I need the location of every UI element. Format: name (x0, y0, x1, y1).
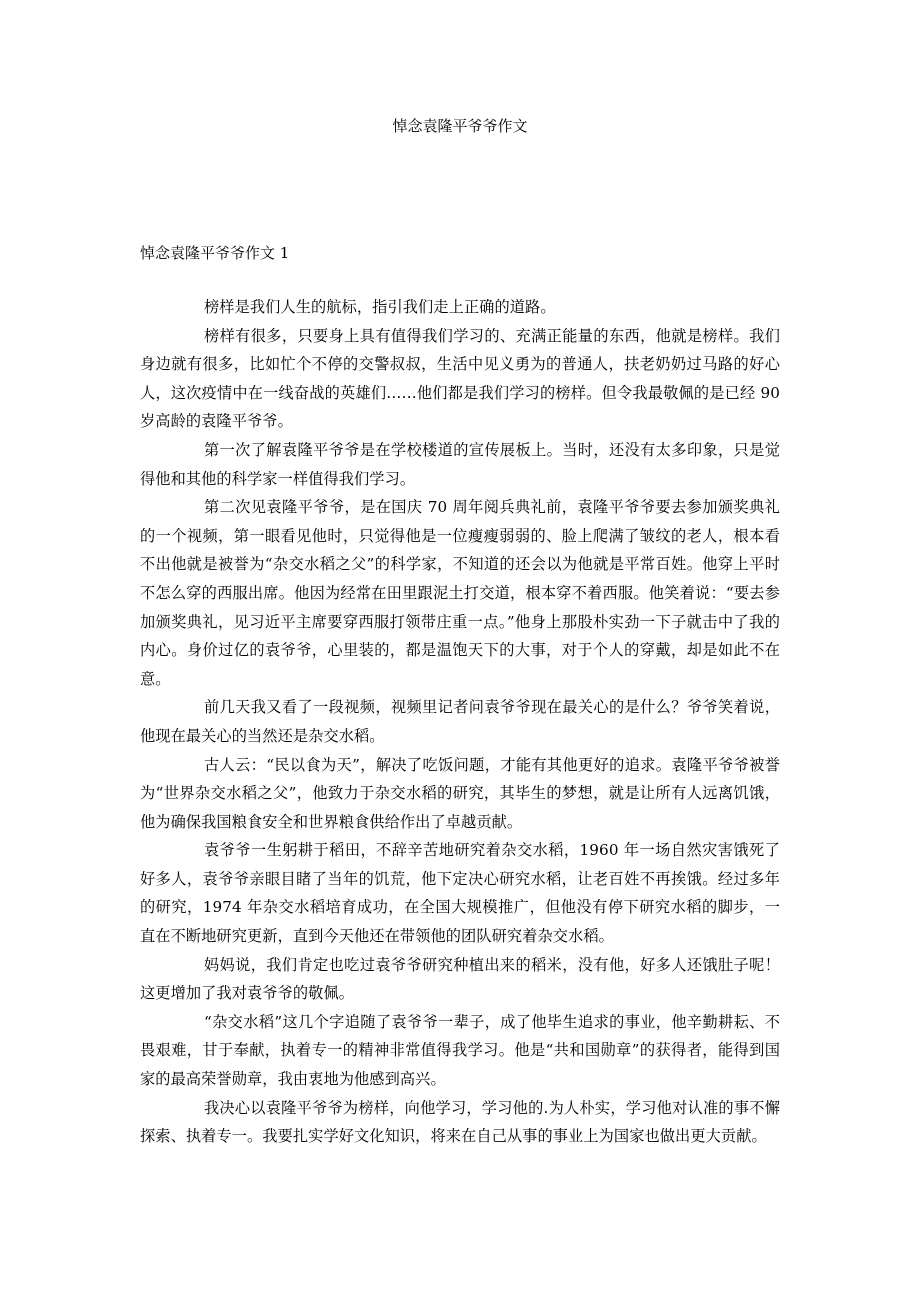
paragraph: 妈妈说，我们肯定也吃过袁爷爷研究种植出来的稻米，没有他，好多人还饿肚子呢！这更增加了我对袁爷爷的敬佩。 (140, 955, 780, 1003)
essay-body (140, 293, 780, 1151)
paragraph: 榜样是我们人生的航标，指引我们走上正确的道路。 (204, 298, 556, 316)
paragraph: 前几天我又看了一段视频，视频里记者问袁爷爷现在最关心的是什么？爷爷笑着说，他现在最关心的当然还是杂交水稻。 (140, 698, 780, 745)
paragraph: 榜样有很多，只要身上具有值得我们学习的、充满正能量的东西，他就是榜样。我们身边就有很多，比如忙个不停的交警叔叔，生活中见义勇为的普通人，扶老奶奶过马路的好心人，这次疫情中在一线奋战的英雄们……他们都是我们学习的榜样。但令我最敬佩的是已经 90 岁高龄的袁隆平爷爷。 (140, 326, 780, 431)
paragraph: 第二次见袁隆平爷爷，是在国庆 70 周年阅兵典礼前，袁隆平爷爷要去参加颁奖典礼的一个视频，第一眼看见他时，只觉得他是一位瘦瘦弱弱的、脸上爬满了皱纹的老人，根本看不出他就是被誉为“杂交水稻之父”的科学家，不知道的还会以为他就是平常百姓。他穿上平时不怎么穿的西服出席。他因为经常在田里跟泥土打交道，根本穿不着西服。他笑着说：“要去参加颁奖典礼，见习近平主席要穿西服打领带庄重一点。”他身上那股朴实劲一下子就击中了我的内心。身价过亿的袁爷爷，心里装的，都是温饱天下的大事，对于个人的穿戴，却是如此不在意。 (140, 498, 780, 688)
paragraph: 袁爷爷一生躬耕于稻田，不辞辛苦地研究着杂交水稻，1960 年一场自然灾害饿死了好多人，袁爷爷亲眼目睹了当年的饥荒，他下定决心研究水稻，让老百姓不再挨饿。经过多年的研究，1974 年杂交水稻培育成功，在全国大规模推广，但他没有停下研究水稻的脚步，一直在不断地研究更新，直到今天他还在带领他的团队研究着杂交水稻。 (140, 841, 780, 946)
section-heading: 悼念袁隆平爷爷作文 1 (140, 244, 290, 262)
document-title: 悼念袁隆平爷爷作文 (392, 117, 528, 135)
paragraph: “杂交水稻”这几个字追随了袁爷爷一辈子，成了他毕生追求的事业，他辛勤耕耘、不畏艰难，甘于奉献，执着专一的精神非常值得我学习。他是“共和国勋章”的获得者，能得到国家的最高荣誉勋章，我由衷地为他感到高兴。 (140, 1012, 780, 1089)
paragraph: 古人云：“民以食为天”，解决了吃饭问题，才能有其他更好的追求。袁隆平爷爷被誉为“世界杂交水稻之父”，他致力于杂交水稻的研究，其毕生的梦想，就是让所有人远离饥饿，他为确保我国粮食安全和世界粮食供给作出了卓越贡献。 (140, 755, 780, 831)
paragraph: 我决心以袁隆平爷爷为榜样，向他学习，学习他的.为人朴实，学习他对认准的事不懈探索、执着专一。我要扎实学好文化知识，将来在自己从事的事业上为国家也做出更大贡献。 (140, 1098, 780, 1146)
paragraph: 第一次了解袁隆平爷爷是在学校楼道的宣传展板上。当时，还没有太多印象，只是觉得他和其他的科学家一样值得我们学习。 (140, 440, 780, 488)
